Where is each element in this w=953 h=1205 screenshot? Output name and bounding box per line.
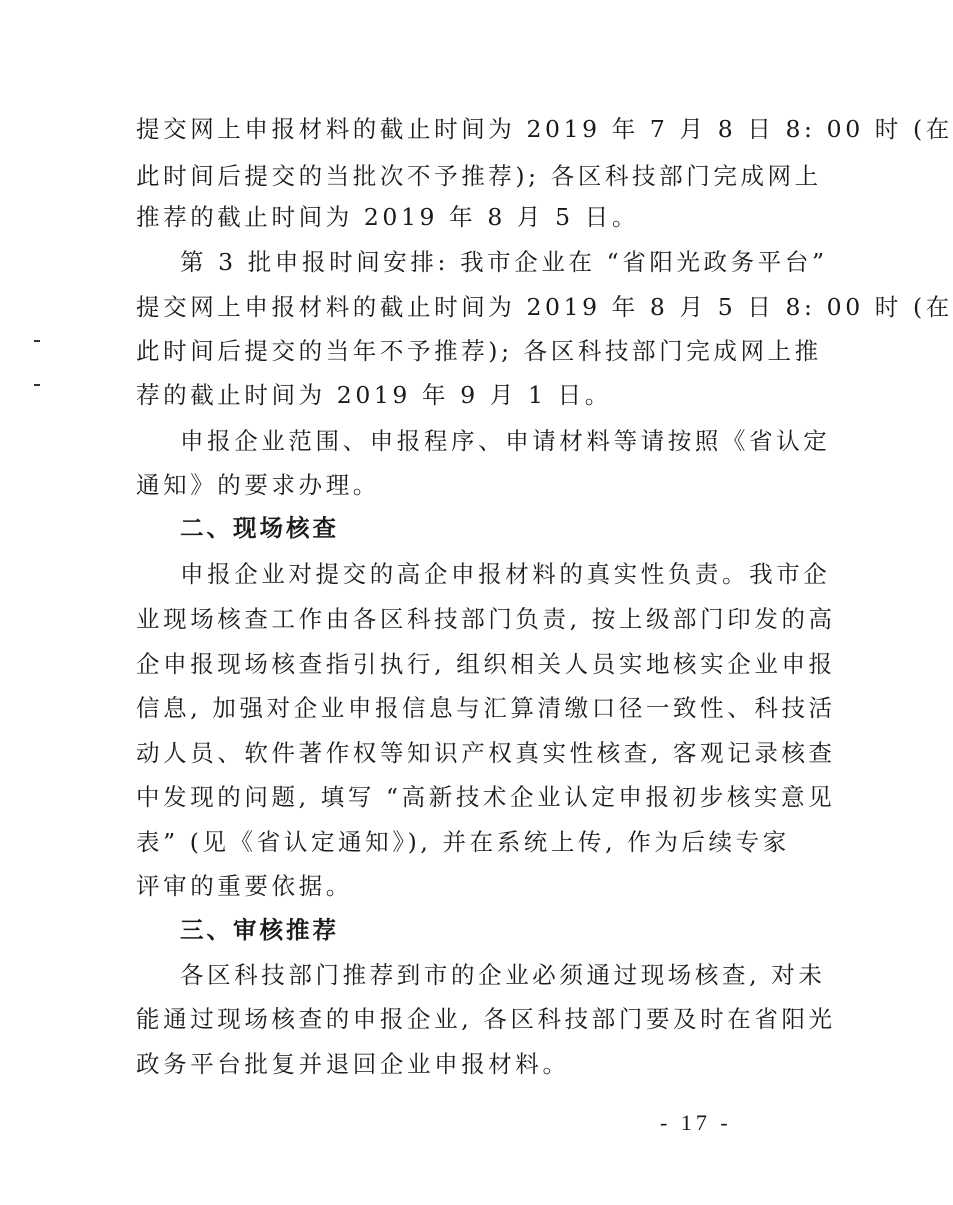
paragraph-line: 提交网上申报材料的截止时间为 2019 年 7 月 8 日 8: 00 时 (在 [136,115,953,143]
paragraph-line: 业现场核查工作由各区科技部门负责, 按上级部门印发的高 [136,605,836,633]
paragraph-line: 此时间后提交的当批次不予推荐); 各区科技部门完成网上 [136,162,822,190]
paragraph-line: 中发现的问题, 填写 “高新技术企业认定申报初步核实意见 [136,783,836,811]
paragraph-line: 荐的截止时间为 2019 年 9 月 1 日。 [136,381,612,409]
paragraph-line: 评审的重要依据。 [136,872,353,900]
paragraph-line: 推荐的截止时间为 2019 年 8 月 5 日。 [136,203,639,231]
binding-mark [34,384,40,386]
paragraph-line: 表” (见《省认定通知》), 并在系统上传, 作为后续专家 [136,828,790,856]
paragraph-line: 能通过现场核查的申报企业, 各区科技部门要及时在省阳光 [136,1005,836,1033]
paragraph-line: 第 3 批申报时间安排: 我市企业在 “省阳光政务平台” [180,248,828,276]
paragraph-line: 申报企业对提交的高企申报材料的真实性负责。我市企 [180,560,831,588]
section-heading: 二、现场核查 [180,514,339,542]
paragraph-line: 申报企业范围、申报程序、申请材料等请按照《省认定 [180,427,831,455]
section-heading: 三、审核推荐 [180,916,339,944]
paragraph-line: 政务平台批复并退回企业申报材料。 [136,1050,570,1078]
paragraph-line: 企申报现场核查指引执行, 组织相关人员实地核实企业申报 [136,650,836,678]
paragraph-line: 提交网上申报材料的截止时间为 2019 年 8 月 5 日 8: 00 时 (在 [136,293,953,321]
paragraph-line: 各区科技部门推荐到市的企业必须通过现场核查, 对未 [180,961,826,989]
paragraph-line: 通知》的要求办理。 [136,471,380,499]
page-number: - 17 - [660,1110,732,1135]
paragraph-line: 信息, 加强对企业申报信息与汇算清缴口径一致性、科技活 [136,694,836,722]
binding-mark [34,340,40,342]
paragraph-line: 此时间后提交的当年不予推荐); 各区科技部门完成网上推 [136,337,822,365]
paragraph-line: 动人员、软件著作权等知识产权真实性核查, 客观记录核查 [136,739,836,767]
